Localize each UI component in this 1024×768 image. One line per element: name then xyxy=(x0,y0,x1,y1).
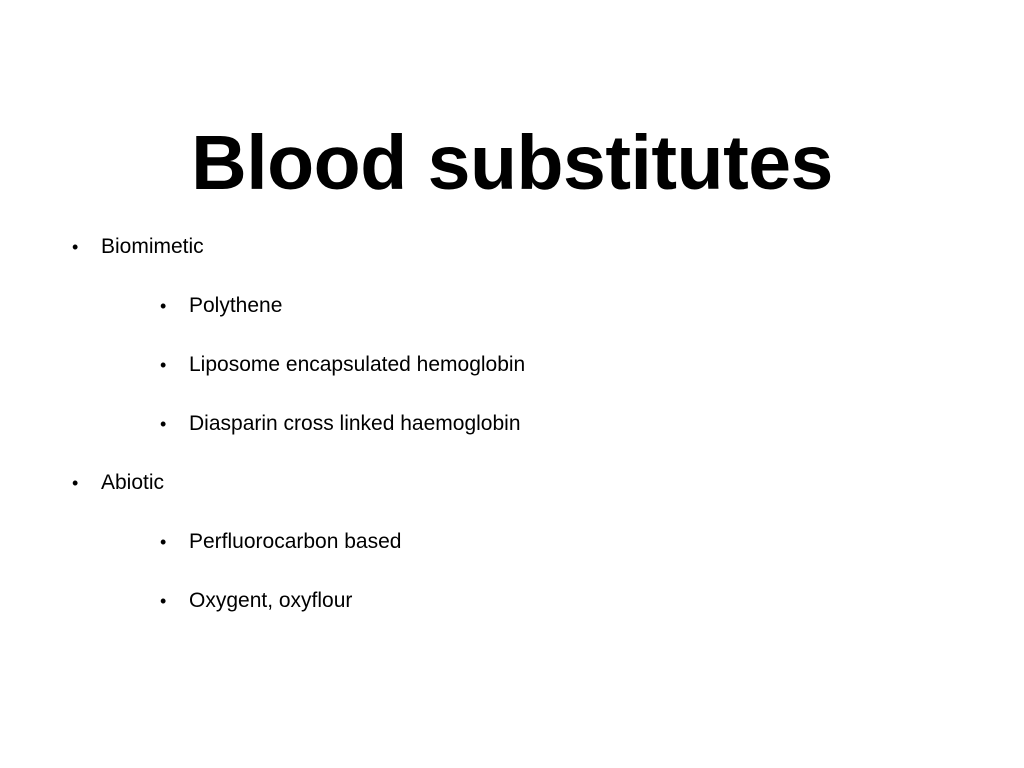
bullet-item-label: Biomimetic xyxy=(101,235,204,258)
bullet-item-label: Polythene xyxy=(189,294,283,317)
slide-title: Blood substitutes xyxy=(191,120,833,206)
bullet-dot-icon: • xyxy=(160,591,167,611)
bullet-item-label: Abiotic xyxy=(101,471,165,494)
bullet-item-polythene xyxy=(160,291,282,321)
bullet-item-biomimetic xyxy=(72,232,204,262)
bullet-item-label: Perfluorocarbon based xyxy=(189,530,402,553)
bullet-item-label: Diasparin cross linked haemoglobin xyxy=(189,412,521,435)
bullet-dot-icon: • xyxy=(160,296,167,316)
bullet-item-abiotic xyxy=(72,468,164,498)
bullet-item-label: Oxygent, oxyflour xyxy=(189,589,353,612)
bullet-item-liposome xyxy=(160,350,525,380)
bullet-dot-icon: • xyxy=(160,355,167,375)
bullet-item-diasparin xyxy=(160,409,521,439)
bullet-item-label: Liposome encapsulated hemoglobin xyxy=(189,353,526,376)
bullet-item-perfluorocarbon xyxy=(160,527,401,557)
bullet-dot-icon: • xyxy=(72,473,79,493)
bullet-dot-icon: • xyxy=(72,237,79,257)
bullet-item-oxygent xyxy=(160,586,352,616)
bullet-dot-icon: • xyxy=(160,532,167,552)
bullet-dot-icon: • xyxy=(160,414,167,434)
